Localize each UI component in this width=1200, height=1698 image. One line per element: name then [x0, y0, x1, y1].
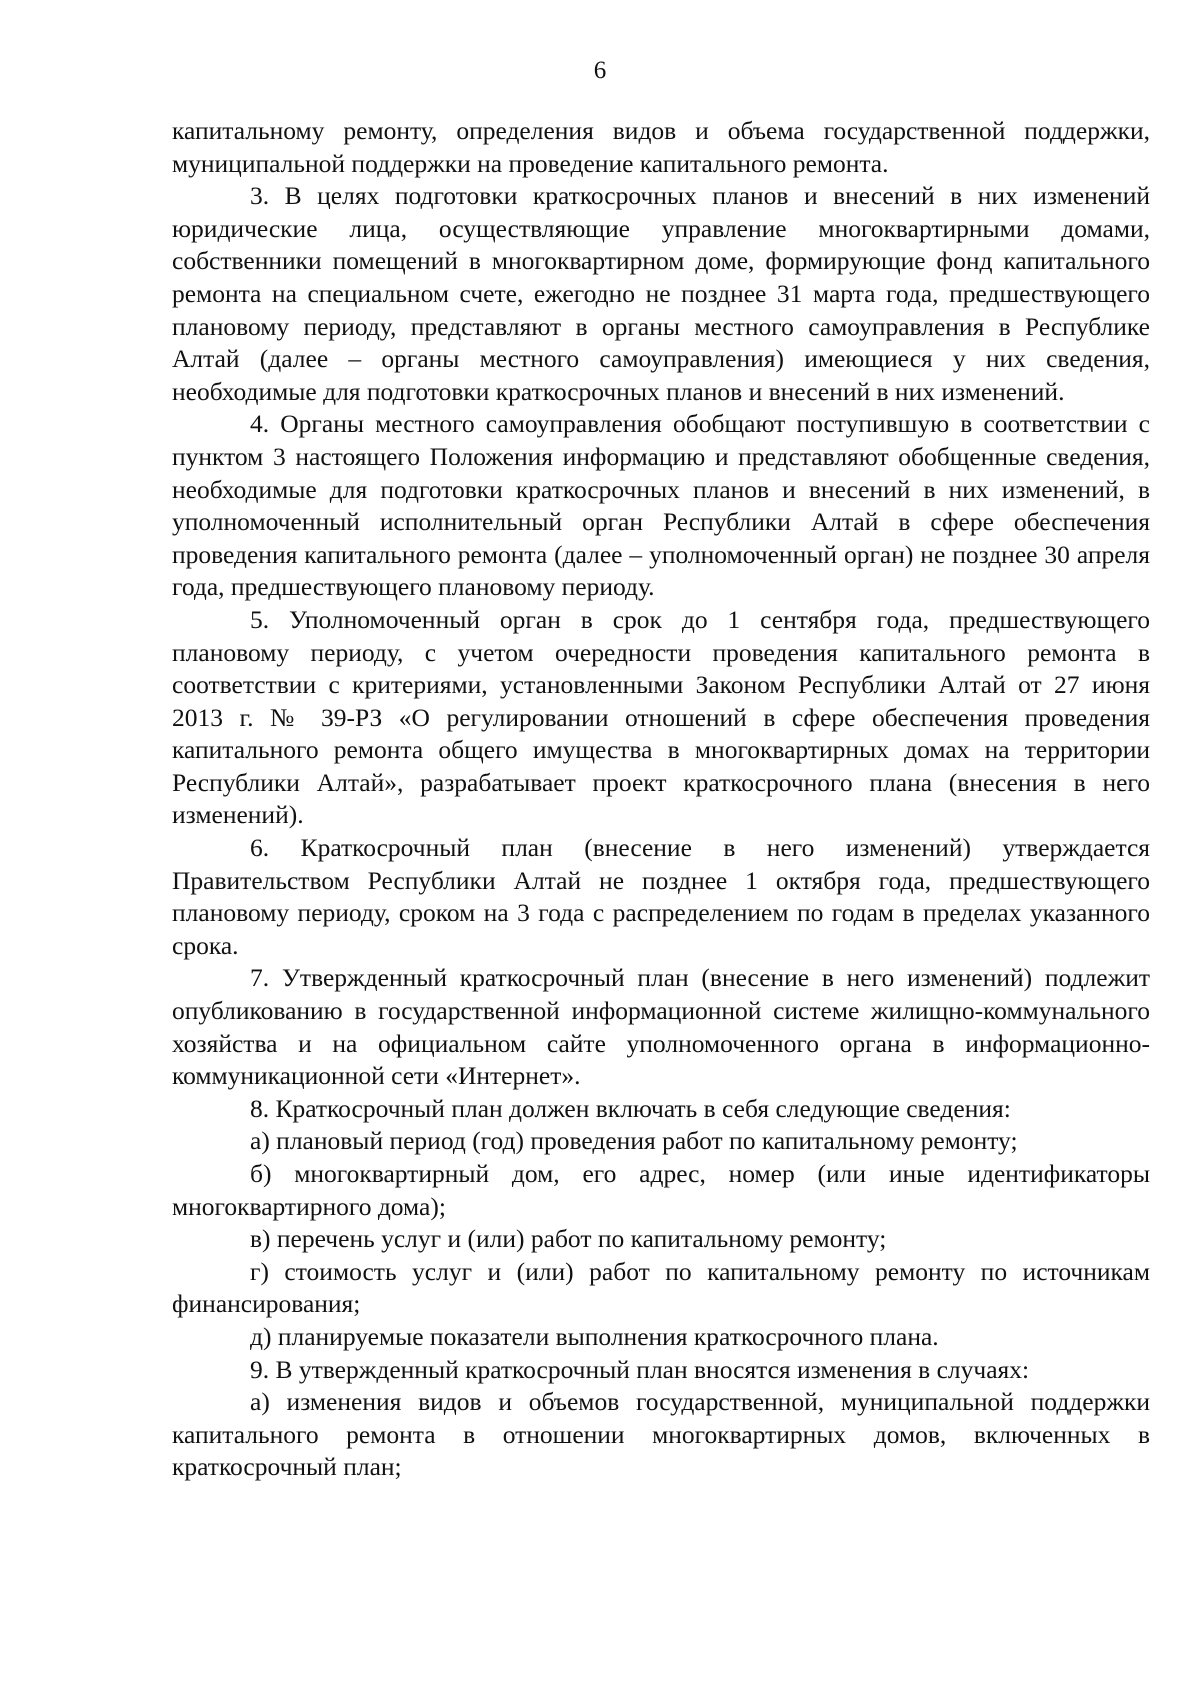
- paragraph-item-9: 9. В утвержденный краткосрочный план вносятся изменения в случаях:: [250, 1354, 1030, 1384]
- paragraph-item-6: 6. Краткосрочный план (внесение в него изменений) утверждается Правительством Республики Алтай не позднее 1 октября года, предшествующего плановому периоду, сроком на 3 года с распределением по годам в пределах указанного срока.: [172, 833, 1150, 960]
- subitem-9-a: а) изменения видов и объемов государственной, муниципальной поддержки капитального ремонта в отношении многоквартирных домов, включенных в краткосрочный план;: [172, 1387, 1150, 1482]
- paragraph-item-4: 4. Органы местного самоуправления обобщают поступившую в соответствии с пунктом 3 настоящего Положения информацию и представляют обобщенные сведения, необходимые для подготовки краткосрочных планов и внесений в них изменений, в уполномоченный исполнительный орган Республики Алтай в сфере обеспечения проведения капитального ремонта (далее – уполномоченный орган) не позднее 30 апреля года, предшествующего плановому периоду.: [172, 409, 1150, 602]
- subitem-d: д) планируемые показатели выполнения краткосрочного плана.: [250, 1321, 939, 1351]
- subitem-b: б) многоквартирный дом, его адрес, номер (или иные идентификаторы многоквартирного дома);: [172, 1159, 1150, 1221]
- paragraph-continuation: капитальному ремонту, определения видов и объема государственной поддержки, муниципальной поддержки на проведение капитального ремонта.: [172, 116, 1150, 178]
- paragraph-item-7: 7. Утвержденный краткосрочный план (внесение в него изменений) подлежит опубликованию в государственной информационной системе жилищно-коммунального хозяйства и на официальном сайте уполномоченного органа в информационно-коммуникационной сети «Интернет».: [172, 963, 1150, 1091]
- document-body: [172, 115, 1150, 1484]
- subitem-a: а) плановый период (год) проведения работ по капитальному ремонту;: [250, 1126, 1018, 1156]
- paragraph-item-8: 8. Краткосрочный план должен включать в себя следующие сведения:: [250, 1093, 1011, 1123]
- paragraph-item-5: 5. Уполномоченный орган в срок до 1 сентября года, предшествующего плановому периоду, с учетом очередности проведения капитального ремонта в соответствии с критериями, установленными Законом Республики Алтай от 27 июня 2013 г. № 39-РЗ «О регулировании отношений в сфере обеспечения проведения капитального ремонта общего имущества в многоквартирных домах на территории Республики Алтай», разрабатывает проект краткосрочного плана (внесения в него изменений).: [172, 604, 1150, 830]
- subitem-v: в) перечень услуг и (или) работ по капитальному ремонту;: [250, 1224, 887, 1254]
- page-number: 6: [593, 57, 607, 84]
- paragraph-item-3: 3. В целях подготовки краткосрочных планов и внесений в них изменений юридические лица, осуществляющие управление многоквартирными домами, собственники помещений в многоквартирном доме, формирующие фонд капитального ремонта на специальном счете, ежегодно не позднее 31 марта года, предшествующего плановому периоду, представляют в органы местного самоуправления в Республике Алтай (далее – органы местного самоуправления) имеющиеся у них сведения, необходимые для подготовки краткосрочных планов и внесений в них изменений.: [172, 181, 1150, 406]
- subitem-g: г) стоимость услуг и (или) работ по капитальному ремонту по источникам финансирования;: [172, 1256, 1150, 1319]
